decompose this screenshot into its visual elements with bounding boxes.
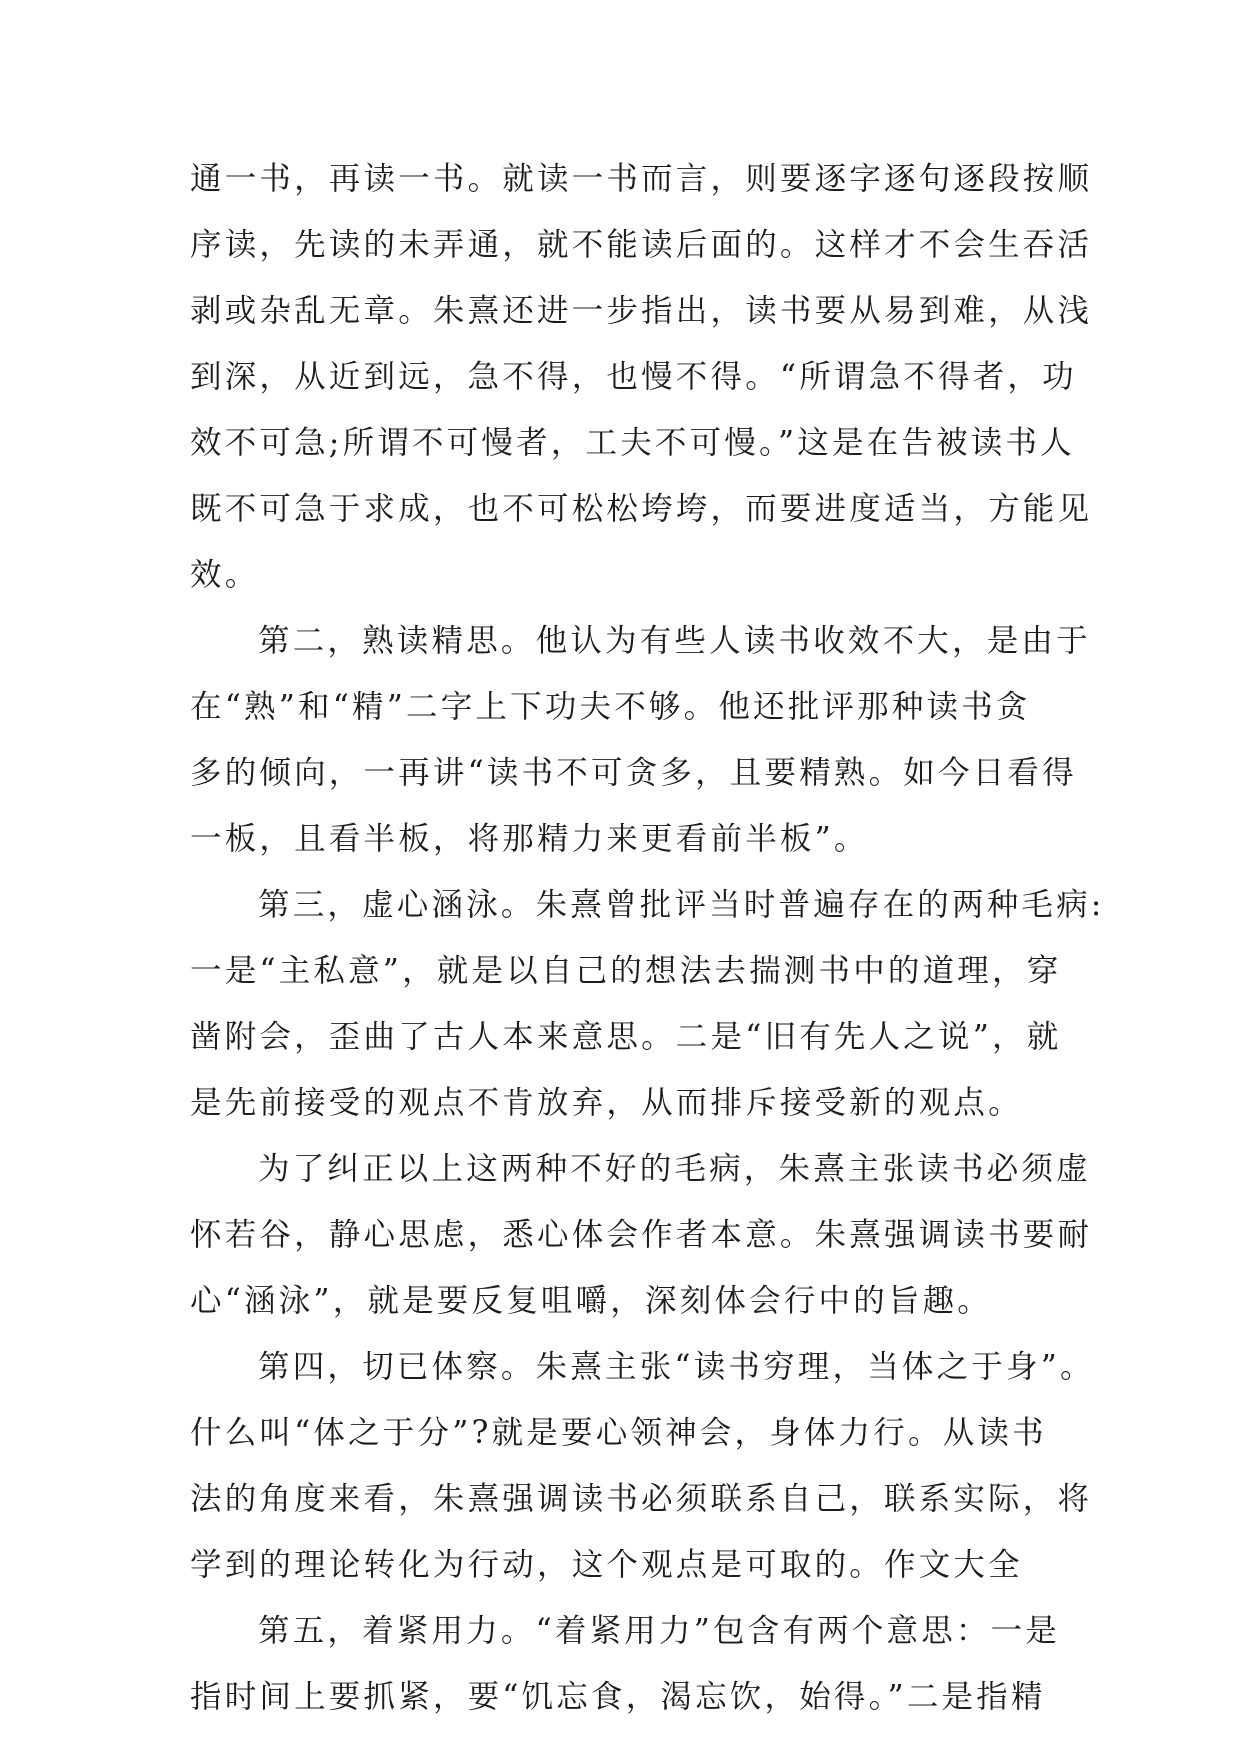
text-line: 一板，且看半板，将那精力来更看前半板”。 [190,821,869,857]
text-line: 效。 [190,557,260,593]
text-line: 到深，从近到远，急不得，也慢不得。“所谓急不得者，功 [190,359,1077,395]
text-line: 序读，先读的未弄通，就不能读后面的。这样才不会生吞活 [190,227,1093,263]
paragraph-start-line: 为了纠正以上这两种不好的毛病，朱熹主张读书必须虚 [258,1151,1091,1187]
text-line: 怀若谷，静心思虑，悉心体会作者本意。朱熹强调读书要耐 [190,1217,1093,1253]
text-line: 心“涵泳”，就是要反复咀嚼，深刻体会行中的旨趣。 [190,1283,993,1319]
text-line: 是先前接受的观点不肯放弃，从而排斥接受新的观点。 [190,1085,1023,1121]
text-line: 多的倾向，一再讲“读书不可贪多，且要精熟。如今日看得 [190,755,1077,791]
text-line: 凿附会，歪曲了古人本来意思。二是“旧有先人之说”，就 [190,1019,1062,1055]
text-line: 既不可急于求成，也不可松松垮垮，而要进度适当，方能见 [190,491,1093,527]
text-line: 一是“主私意”，就是以自己的想法去揣测书中的道理，穿 [190,953,1062,989]
text-line: 法的角度来看，朱熹强调读书必须联系自己，联系实际，将 [190,1481,1093,1517]
document-body [190,159,1105,1743]
text-line: 学到的理论转化为行动，这个观点是可取的。作文大全 [190,1547,1023,1583]
text-line: 指时间上要抓紧，要“饥忘食，渴忘饮，始得。”二是指精 [190,1679,1046,1715]
text-line: 通一书，再读一书。就读一书而言，则要逐字逐句逐段按顺 [190,161,1093,197]
text-line: 什么叫“体之于分”?就是要心领神会，身体力行。从读书 [190,1415,1047,1451]
paragraph-start-line: 第二，熟读精思。他认为有些人读书收效不大，是由于 [258,623,1091,659]
paragraph-start-line: 第四，切已体察。朱熹主张“读书穷理，当体之于身”。 [258,1349,1095,1385]
text-line: 剥或杂乱无章。朱熹还进一步指出，读书要从易到难，从浅 [190,293,1093,329]
paragraph-start-line: 第三，虚心涵泳。朱熹曾批评当时普遍存在的两种毛病: [258,887,1105,923]
text-line: 在“熟”和“精”二字上下功夫不够。他还批评那种读书贪 [190,689,1031,725]
paragraph-start-line: 第五，着紧用力。“着紧用力”包含有两个意思：一是 [258,1613,1061,1649]
text-line: 效不可急;所谓不可慢者，工夫不可慢。”这是在告被读书人 [190,425,1075,461]
